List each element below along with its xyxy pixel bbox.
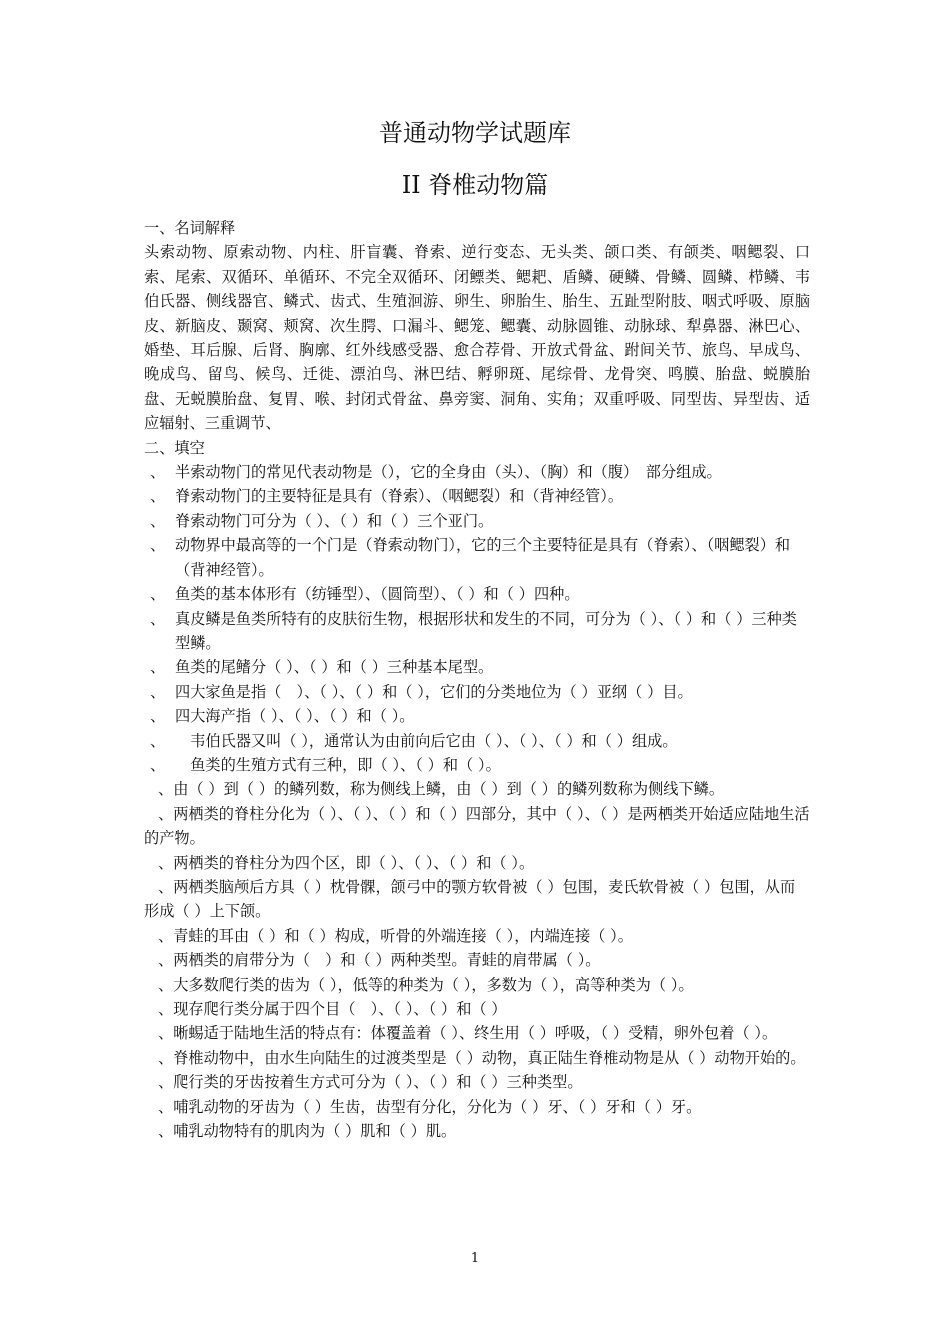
list-mark: 、: [150, 755, 166, 774]
question-text: 鱼类的尾鳍分（ ）、（ ）和（ ）三种基本尾型。: [175, 658, 494, 677]
list-mark: 、: [158, 1000, 174, 1018]
terms-paragraph: 头索动物、原索动物、内柱、肝盲囊、脊索、逆行变态、无头类、颌口类、有颌类、咽鳃裂、口索、尾索、双循环、单循环、不完全双循环、闭鳔类、鳃耙、盾鳞、硬鳞、骨鳞、圆鳞、栉鳞、韦伯氏器、侧线器官、鳞式、齿式、生殖洄游、卵生、卵胎生、胎生、五趾型附肢、咽式呼吸、原脑皮、新脑皮、颞窝、颊窝、次生腭、口漏斗、鳃笼、鳃囊、动脉圆锥、动脉球、犁鼻器、淋巴心、婚垫、耳后腺、后肾、胸廓、红外线感受器、愈合荐骨、开放式骨盆、跗间关节、旅鸟、早成鸟、晚成鸟、留鸟、候鸟、迁徙、漂泊鸟、淋巴结、孵卵斑、尾综骨、龙骨突、鸣膜、胎盘、蜕膜胎盘、无蜕膜胎盘、复胃、喉、封闭式骨盆、鼻旁窦、洞角、实角；双重呼吸、同型齿、异型齿、适应辐射、三重调节、: [144, 243, 810, 433]
question-item: [144, 997, 810, 1021]
question-item: [144, 680, 810, 704]
list-mark: 、: [150, 707, 166, 726]
list-mark: 、: [158, 877, 174, 896]
question-text: 四大海产指（ ）、（ ）、（ ）和（ ）。: [175, 707, 415, 726]
question-item: [144, 533, 810, 582]
question-text: 脊索动物门可分为（ ）、（ ）和（ ）三个亚门。: [175, 511, 494, 530]
list-mark: 、: [150, 658, 166, 677]
list-mark: 、: [158, 975, 174, 994]
question-text: 鱼类的基本体形有（纺锤型）、（圆筒型）、（ ）和（ ）四种。: [175, 585, 580, 604]
list-mark: 、: [158, 780, 174, 799]
question-text: 两栖类的脊柱分化为（ ）、（ ）、（ ）和（ ）四部分，其中（ ）、（ ）是两栖类开始适应陆地生活的产物。: [144, 804, 810, 848]
question-item: [144, 753, 810, 777]
list-mark: 、: [158, 1024, 174, 1043]
list-mark: 、: [158, 1097, 174, 1116]
list-mark: 、: [158, 1048, 174, 1067]
question-text: 两栖类的脊柱分为四个区，即（ ）、（ ）、（ ）和（ ）。: [173, 853, 535, 872]
document-subtitle: II 脊椎动物篇: [401, 171, 549, 199]
question-text: 大多数爬行类的齿为（ ），低等的种类为（ ），多数为（ ），高等种类为（ ）。: [173, 975, 694, 994]
list-mark: 、: [150, 511, 166, 530]
question-item: [144, 704, 810, 728]
document-title: 普通动物学试题库: [379, 119, 571, 147]
question-item: [144, 924, 810, 948]
list-mark: 、: [150, 463, 166, 482]
question-item: [144, 1046, 810, 1070]
question-text: 鱼类的生殖方式有三种，即（ ）、（ ）和（ ）。: [175, 755, 501, 774]
document-body: [144, 216, 810, 1143]
page-number: 1: [470, 1251, 480, 1266]
question-item: [144, 851, 810, 875]
question-text: 四大家鱼是指（ ）、（ ）、（ ）和（ ），它们的分类地位为（ ）亚纲（ ）目。: [175, 682, 693, 701]
question-text: 脊椎动物中，由水生向陆生的过渡类型是（ ）动物，真正陆生脊椎动物是从（ ）动物开始的。: [173, 1048, 806, 1067]
list-mark: 、: [150, 682, 166, 701]
list-mark: 、: [150, 585, 166, 604]
list-mark: 、: [158, 1073, 174, 1092]
list-mark: 、: [158, 951, 174, 970]
question-text: 爬行类的牙齿按着生方式可分为（ ）、（ ）和（ ）三种类型。: [173, 1073, 583, 1092]
question-item: [144, 1070, 810, 1094]
question-text: 两栖类的肩带分为（ ）和（ ）两种类型。青蛙的肩带属（ ）。: [173, 951, 601, 970]
question-text: 哺乳动物的牙齿为（ ）生齿，齿型有分化，分化为（ ）牙、（ ）牙和（ ）牙。: [173, 1097, 702, 1116]
list-mark: 、: [158, 1122, 174, 1141]
question-list: [144, 460, 810, 1143]
list-mark: 、: [150, 731, 166, 750]
list-mark: 、: [150, 487, 166, 506]
question-item: [144, 973, 810, 997]
question-item: [144, 607, 810, 656]
question-text: 由（ ）到（ ）的鳞列数，称为侧线上鳞，由（ ）到（ ）的鳞列数称为侧线下鳞。: [173, 780, 725, 799]
list-mark: 、: [150, 609, 166, 628]
question-text: 脊索动物门的主要特征是具有（脊索）、（咽鳃裂）和（背神经管）。: [175, 487, 624, 506]
list-mark: 、: [158, 926, 174, 945]
question-text: 现存爬行类分属于四个目（ ）、（ ）、（ ）和（ ）: [173, 1000, 507, 1018]
question-text: 晰蜴适于陆地生活的特点有：体覆盖着（ ）、终生用（ ）呼吸，（ ）受精，卵外包着（ ）。: [173, 1024, 778, 1043]
question-text: 哺乳动物特有的肌肉为（ ）肌和（ ）肌。: [173, 1122, 457, 1141]
question-item: [144, 802, 810, 851]
question-item: [144, 484, 810, 508]
question-text: 韦伯氏器又叫（ ），通常认为由前向后它由（ ）、（ ）、（ ）和（ ）组成。: [175, 731, 678, 750]
question-text: 青蛙的耳由（ ）和（ ）构成，听骨的外端连接（ ），内端连接（ ）。: [173, 926, 633, 945]
question-text: 真皮鳞是鱼类所特有的皮肤衍生物，根据形状和发生的不同，可分为（ ）、（ ）和（ ）三种类型鳞。: [175, 609, 797, 652]
question-item: [144, 509, 810, 533]
section-heading-terms: 一、名词解释: [144, 219, 236, 237]
question-item: [144, 729, 810, 753]
question-item: [144, 582, 810, 606]
list-mark: 、: [150, 536, 166, 555]
question-text: 两栖类脑颅后方具（ ）枕骨髁，颌弓中的颚方软骨被（ ）包围，麦氏软骨被（ ）包围，从而形成（ ）上下颌。: [144, 877, 796, 921]
question-item: [144, 875, 810, 924]
question-text: 动物界中最高等的一个门是（脊索动物门），它的三个主要特征是具有（脊索）、（咽鳃裂）和（背神经管）。: [175, 536, 791, 579]
list-mark: 、: [158, 853, 174, 872]
question-item: [144, 948, 810, 972]
question-item: [144, 1021, 810, 1045]
question-item: [144, 1119, 810, 1143]
question-item: [144, 460, 810, 484]
question-item: [144, 1095, 810, 1119]
section-heading-fill-blank: 二、填空: [144, 438, 205, 457]
question-item: [144, 777, 810, 801]
list-mark: 、: [158, 804, 174, 823]
question-item: [144, 655, 810, 679]
question-text: 半索动物门的常见代表动物是（），它的全身由（头）、（胸）和（腹） 部分组成。: [175, 463, 722, 482]
